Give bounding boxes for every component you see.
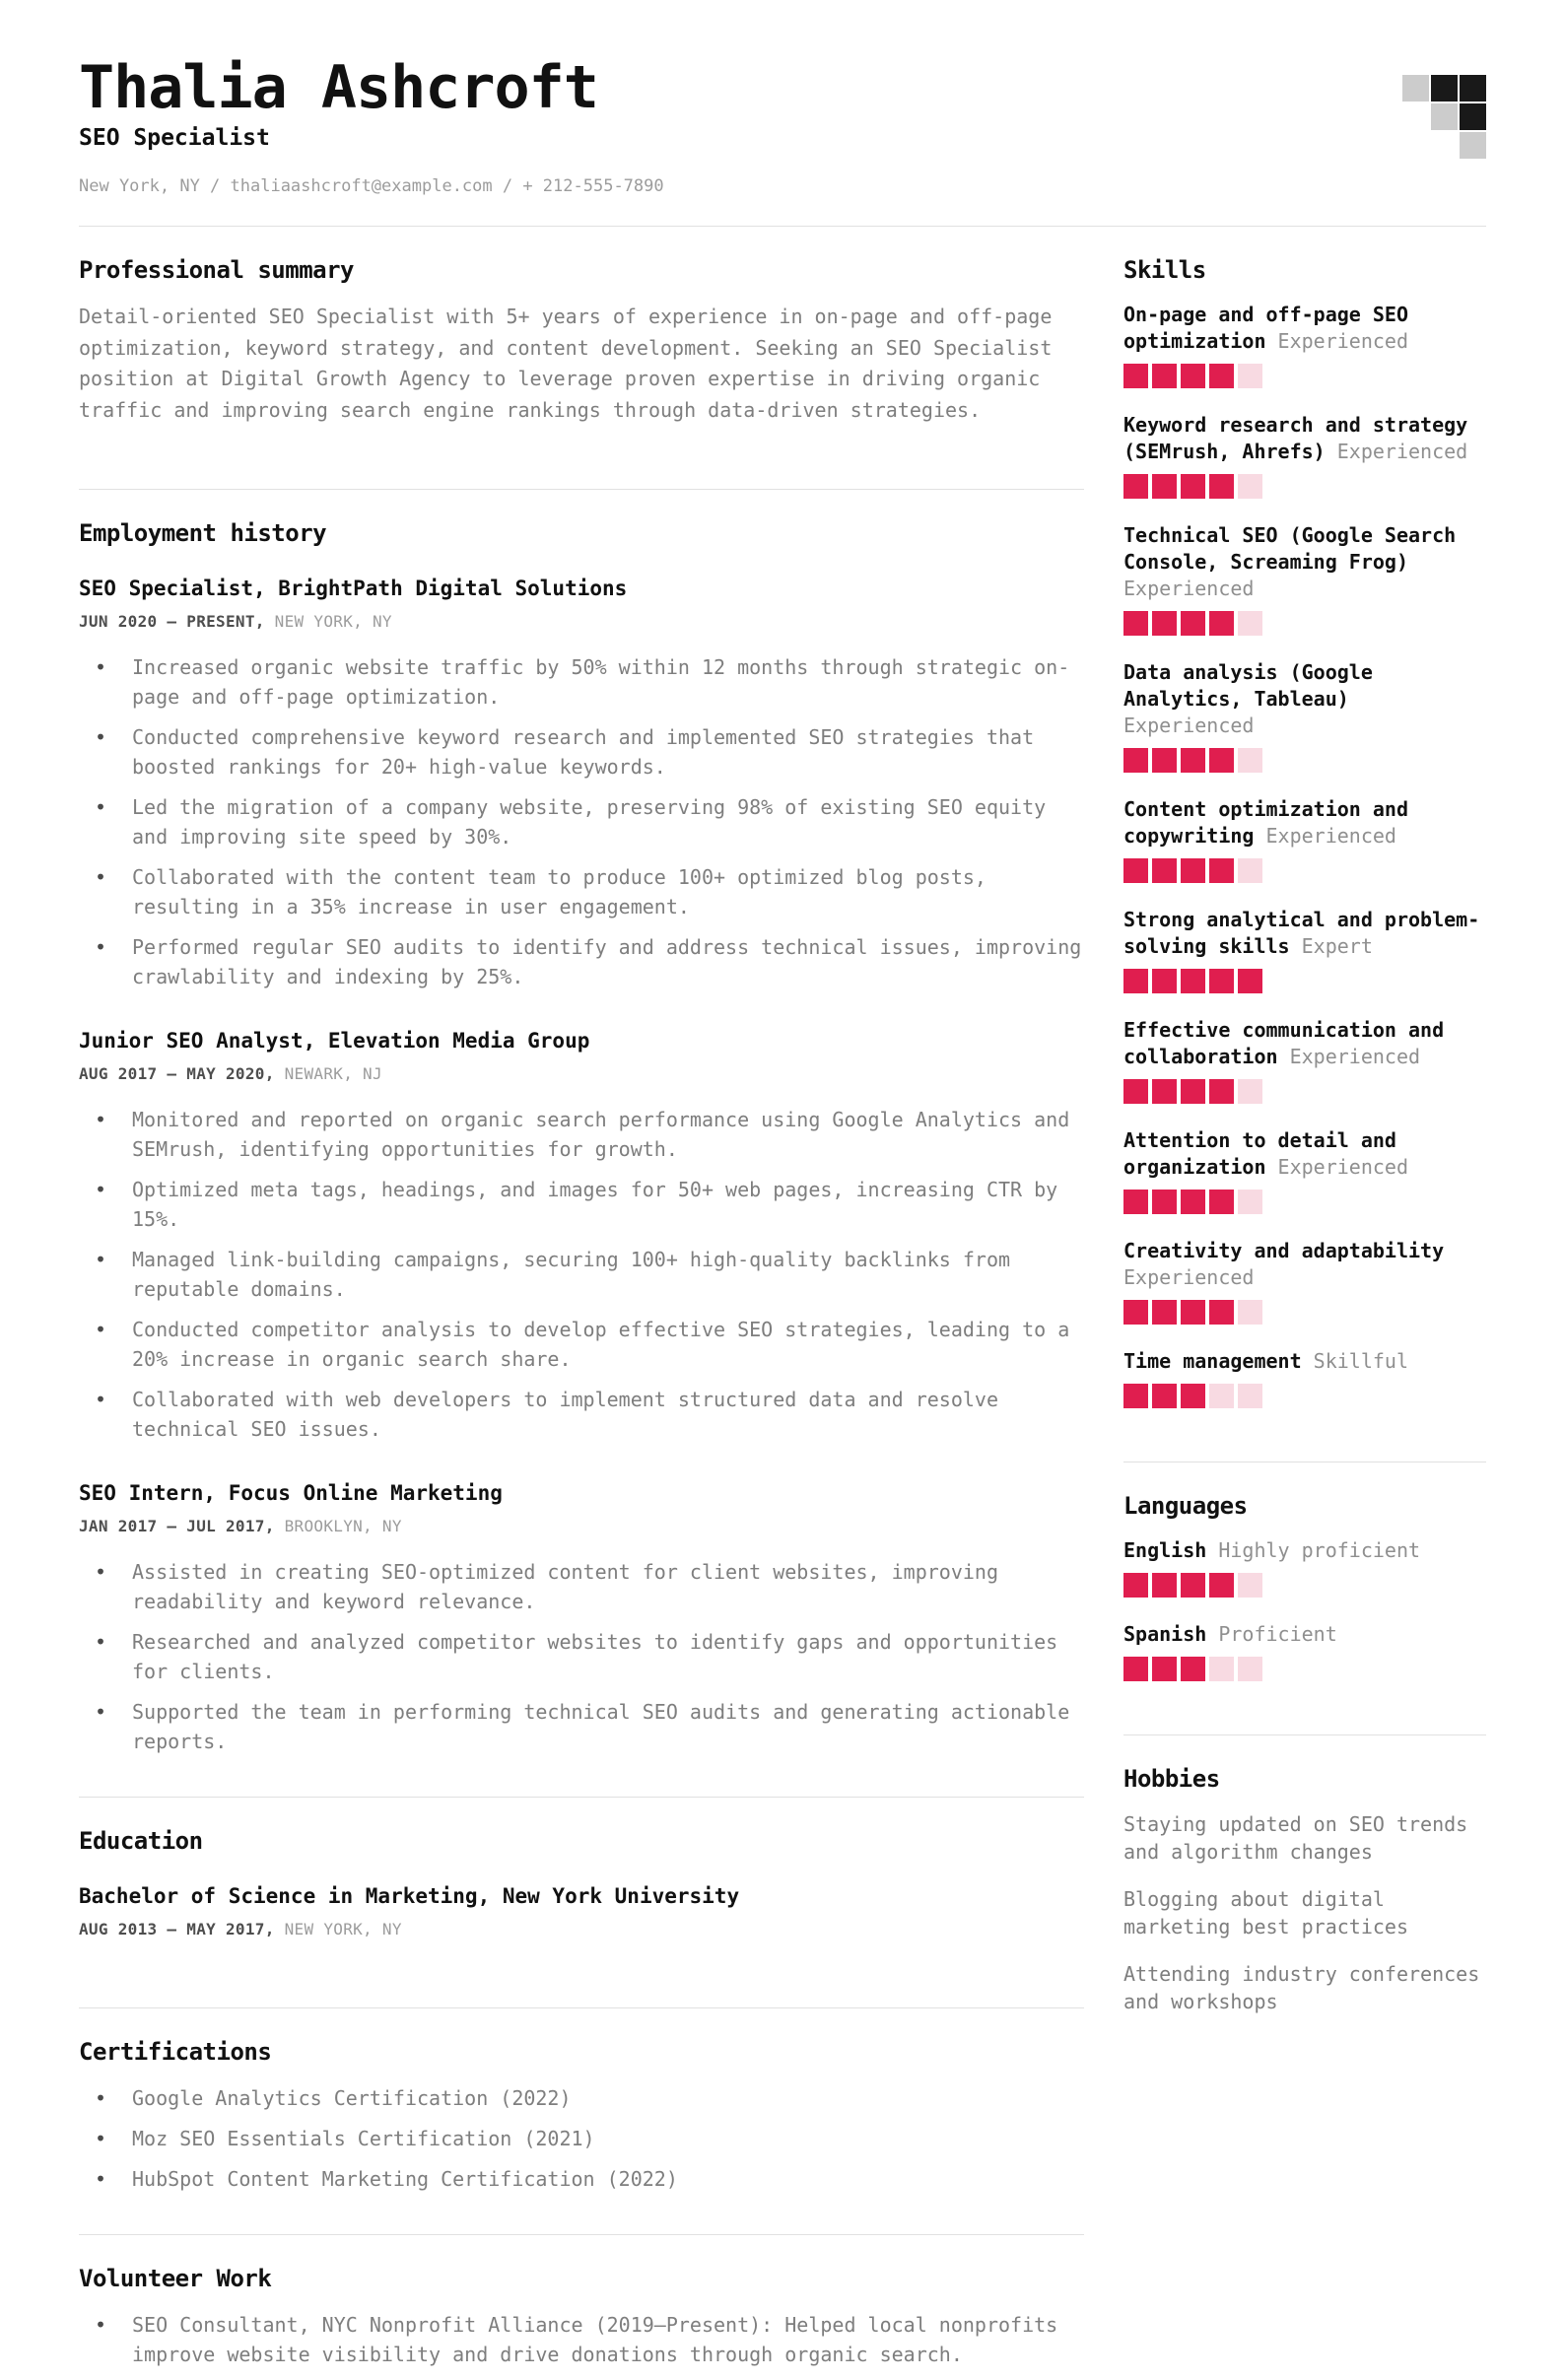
skill-item-rating-square [1238,858,1262,883]
language-item [1123,1537,1486,1598]
skill-item-rating-square [1209,969,1234,993]
volunteer-item: • SEO Consultant, NYC Nonprofit Alliance (2019–Present): Helped local nonprofits improve website visibility and drive donations through organic search. [79,2310,1084,2369]
skill-item-rating-square [1181,611,1205,636]
employment-heading: Employment history [79,519,327,548]
skill-item-rating-square [1152,748,1177,773]
skill-item-rating-square [1152,1384,1177,1408]
skill-item-name: Content optimization and copywriting [1123,797,1408,848]
job-bullet-list [79,1105,1084,1444]
job-bullet: • Collaborated with web developers to implement structured data and resolve technical SEO issues. [79,1385,1084,1444]
hobby-item: Staying updated on SEO trends and algorithm changes [1123,1812,1468,1864]
skill-item-rating-square [1152,1079,1177,1104]
logo-cell [1402,132,1429,159]
skill-item-rating-bar [1123,474,1486,499]
job-dates [79,612,1084,631]
skill-item-label [1123,1348,1486,1375]
job-date-range: AUG 2017 – MAY 2020, [79,1064,275,1084]
section-divider [79,489,1084,490]
job-dates [79,1064,1084,1083]
job-entry [79,577,1084,991]
skill-item-rating-square [1181,474,1205,499]
job-entry [79,1481,1084,1756]
logo-cell [1460,75,1486,102]
section-divider [79,2007,1084,2008]
job-bullet: • Collaborated with the content team to produce 100+ optimized blog posts, resulting in a 35% increase in user engagement. [79,862,1084,921]
skill-item [1123,522,1486,636]
skill-item-name: Time management [1123,1349,1302,1373]
skill-item-rating-bar [1123,1384,1486,1408]
content-columns [79,227,1486,2380]
skill-item-rating-bar [1123,1079,1486,1104]
hobbies-heading: Hobbies [1123,1765,1220,1793]
job-bullet: • Optimized meta tags, headings, and images for 50+ web pages, increasing CTR by 15%. [79,1175,1084,1234]
job-bullet: • Researched and analyzed competitor websites to identify gaps and opportunities for clients. [79,1627,1084,1686]
certification-item: • HubSpot Content Marketing Certification (2022) [79,2164,1084,2194]
skill-item [1123,1238,1486,1325]
language-item-rating-square [1209,1657,1234,1681]
skill-item-rating-square [1209,474,1234,499]
degree-title: Bachelor of Science in Marketing, New York University [79,1884,740,1909]
skill-item-name: On-page and off-page SEO optimization [1123,303,1408,353]
certification-item: • Moz SEO Essentials Certification (2021) [79,2124,1084,2153]
language-item-rating-square [1209,1573,1234,1598]
person-job-title: SEO Specialist [79,125,270,151]
job-bullet: • Managed link-building campaigns, securing 100+ high-quality backlinks from reputable domains. [79,1245,1084,1304]
skill-item-rating-bar [1123,1190,1486,1214]
logo-cell [1402,103,1429,130]
logo-cell [1431,103,1458,130]
checkerboard-logo-icon [1402,75,1486,159]
job-bullet: • Conducted competitor analysis to develop effective SEO strategies, leading to a 20% increase in organic search share. [79,1315,1084,1374]
language-item-rating-square [1152,1573,1177,1598]
skill-item-rating-square [1152,858,1177,883]
skill-item [1123,302,1486,388]
language-item-rating-square [1238,1573,1262,1598]
language-item-rating-square [1152,1657,1177,1681]
skill-item-label [1123,1017,1486,1070]
job-bullet: • Supported the team in performing technical SEO audits and generating actionable reports. [79,1697,1084,1756]
language-item-level: Highly proficient [1218,1538,1421,1562]
language-item-rating-square [1123,1573,1148,1598]
section-languages [1123,1432,1486,1681]
hobby-item: Blogging about digital marketing best practices [1123,1887,1408,1938]
skill-item-level: Experienced [1123,714,1255,737]
skill-item-rating-square [1123,1079,1148,1104]
section-certifications [79,1978,1084,2194]
hobby-item: Attending industry conferences and workshops [1123,1962,1480,2013]
skill-item [1123,659,1486,773]
job-location: NEWARK, NJ [284,1064,382,1084]
skill-item-rating-bar [1123,611,1486,636]
skill-item-rating-square [1238,1190,1262,1214]
skill-list [1123,302,1486,1408]
certifications-heading: Certifications [79,2038,272,2067]
skill-item-rating-square [1123,1384,1148,1408]
job-date-range: JAN 2017 – JUL 2017, [79,1517,275,1536]
job-bullet: • Monitored and reported on organic search performance using Google Analytics and SEMrush, identifying opportunities for growth. [79,1105,1084,1164]
skill-item-rating-square [1152,611,1177,636]
skill-item-rating-square [1123,1190,1148,1214]
skill-item-label [1123,796,1486,850]
job-title: SEO Intern, Focus Online Marketing [79,1481,503,1506]
summary-heading: Professional summary [79,256,354,284]
skill-item-name: Creativity and adaptability [1123,1239,1445,1262]
section-divider [79,1797,1084,1798]
contact-line: New York, NY / thaliaashcroft@example.com / + 212-555-7890 [79,176,664,196]
skill-item-rating-square [1152,364,1177,388]
job-bullet-list [79,1557,1084,1756]
skill-item-level: Experienced [1123,1265,1255,1289]
language-item-name: English [1123,1538,1207,1562]
logo-cell [1402,75,1429,102]
skill-item [1123,1348,1486,1408]
education-entry [79,1884,1084,1938]
skill-item-rating-square [1238,1079,1262,1104]
language-item-rating-square [1181,1657,1205,1681]
language-item-name: Spanish [1123,1622,1207,1646]
language-list [1123,1537,1486,1681]
skill-item-name: Data analysis (Google Analytics, Tableau) [1123,660,1373,711]
skill-item-level: Experienced [1277,1155,1408,1179]
skill-item-rating-square [1181,364,1205,388]
skill-item-rating-square [1238,969,1262,993]
summary-text: Detail-oriented SEO Specialist with 5+ years of experience in on-page and off-page optimization, keyword strategy, and content development. Seeking an SEO Specialist position at Digital Growth Agency to leverage proven expertise in driving organic traffic and improving search engine rankings through data-driven strategies. [79,305,1053,422]
skill-item-rating-square [1209,611,1234,636]
skill-item-name: Effective communication and collaboration [1123,1018,1445,1068]
language-item-rating-bar [1123,1657,1486,1681]
skill-item-label [1123,1127,1486,1181]
skill-item-label [1123,302,1486,355]
section-hobbies [1123,1705,1486,2015]
skill-item-rating-square [1238,1300,1262,1325]
job-entry [79,1029,1084,1444]
skill-item-label [1123,659,1486,739]
skill-item-label [1123,412,1486,465]
skill-item-level: Skillful [1313,1349,1408,1373]
language-item-label [1123,1537,1486,1564]
skill-item-name: Strong analytical and problem-solving skills [1123,908,1480,958]
skill-item-rating-square [1152,1190,1177,1214]
language-item-rating-square [1238,1657,1262,1681]
skill-item-rating-bar [1123,858,1486,883]
skill-item-label [1123,1238,1486,1291]
language-item-label [1123,1621,1486,1648]
section-education [79,1767,1084,1938]
section-divider [1123,1734,1486,1735]
skill-item-rating-square [1238,611,1262,636]
skill-item-rating-square [1152,1300,1177,1325]
languages-heading: Languages [1123,1492,1248,1520]
skill-item-level: Experienced [1289,1045,1421,1068]
skill-item-rating-square [1123,748,1148,773]
skills-heading: Skills [1123,256,1206,284]
skill-item-rating-square [1123,611,1148,636]
logo-cell [1431,132,1458,159]
skill-item [1123,1127,1486,1214]
language-item-level: Proficient [1218,1622,1337,1646]
skill-item-rating-square [1238,748,1262,773]
skill-item [1123,412,1486,499]
skill-item-rating-square [1123,364,1148,388]
skill-item-rating-square [1209,1384,1234,1408]
job-bullet: • Performed regular SEO audits to identify and address technical issues, improving crawlability and indexing by 25%. [79,932,1084,991]
skill-item [1123,796,1486,883]
skill-item-rating-square [1123,969,1148,993]
skill-item-rating-square [1209,1300,1234,1325]
skill-item-rating-square [1209,364,1234,388]
section-divider [79,2234,1084,2235]
skill-item-label [1123,907,1486,960]
skill-item-rating-bar [1123,748,1486,773]
skill-item-rating-square [1209,1079,1234,1104]
language-item [1123,1621,1486,1681]
job-bullet: • Assisted in creating SEO-optimized content for client websites, improving readability and keyword relevance. [79,1557,1084,1616]
sidebar-column [1123,227,1486,2380]
skill-item-rating-square [1123,474,1148,499]
job-title: Junior SEO Analyst, Elevation Media Group [79,1029,590,1054]
skill-item-rating-square [1181,1079,1205,1104]
skill-item-rating-square [1123,1300,1148,1325]
section-employment [79,459,1084,1756]
job-bullet: • Led the migration of a company website, preserving 98% of existing SEO equity and improving site speed by 30%. [79,792,1084,851]
skill-item-rating-square [1238,364,1262,388]
skill-item-rating-square [1123,858,1148,883]
job-date-range: JUN 2020 – PRESENT, [79,612,265,632]
logo-cell [1460,132,1486,159]
volunteer-list [79,2310,1084,2369]
skill-item-level: Expert [1301,934,1373,958]
job-list [79,577,1084,1756]
skill-item-name: Attention to detail and organization [1123,1128,1396,1179]
skill-item-rating-bar [1123,969,1486,993]
job-bullet: • Increased organic website traffic by 50% within 12 months through strategic on-page and off-page optimization. [79,652,1084,712]
certification-item: • Google Analytics Certification (2022) [79,2083,1084,2113]
language-item-rating-square [1181,1573,1205,1598]
education-date-range: AUG 2013 – MAY 2017, [79,1920,275,1939]
logo-cell [1431,75,1458,102]
skill-item-rating-square [1209,858,1234,883]
job-bullet-list [79,652,1084,991]
header [79,53,1486,196]
skill-item-rating-square [1181,858,1205,883]
skill-item-rating-square [1181,1300,1205,1325]
job-location: NEW YORK, NY [274,612,392,632]
skill-item [1123,1017,1486,1104]
job-title: SEO Specialist, BrightPath Digital Solutions [79,577,628,601]
section-summary [79,227,1084,426]
volunteer-heading: Volunteer Work [79,2265,272,2293]
language-item-rating-square [1123,1657,1148,1681]
section-volunteer [79,2205,1084,2369]
job-location: BROOKLYN, NY [284,1517,402,1536]
skill-item-rating-square [1238,1384,1262,1408]
skill-item-rating-square [1152,969,1177,993]
main-column [79,227,1084,2380]
skill-item-name: Technical SEO (Google Search Console, Screaming Frog) [1123,523,1457,574]
skill-item-label [1123,522,1486,602]
skill-item-name: Keyword research and strategy (SEMrush, Ahrefs) [1123,413,1468,463]
skill-item-rating-square [1238,474,1262,499]
skill-item-rating-square [1181,969,1205,993]
job-dates [79,1517,1084,1535]
skill-item-rating-square [1181,748,1205,773]
skill-item-level: Experienced [1123,577,1255,600]
skill-item-rating-bar [1123,364,1486,388]
education-dates [79,1920,1084,1938]
skill-item-rating-bar [1123,1300,1486,1325]
skill-item-level: Experienced [1336,440,1468,463]
certification-list [79,2083,1084,2194]
section-skills [1123,227,1486,1408]
person-name: Thalia Ashcroft [79,53,598,122]
skill-item-rating-square [1209,1190,1234,1214]
hobby-list [1123,1810,1486,2015]
skill-item-level: Experienced [1265,824,1396,848]
logo-cell [1460,103,1486,130]
skill-item [1123,907,1486,993]
skill-item-rating-square [1181,1190,1205,1214]
skill-item-rating-square [1152,474,1177,499]
education-heading: Education [79,1827,203,1856]
job-bullet: • Conducted comprehensive keyword research and implemented SEO strategies that boosted rankings for 20+ high-value keywords. [79,722,1084,782]
education-location: NEW YORK, NY [284,1920,402,1939]
language-item-rating-bar [1123,1573,1486,1598]
skill-item-level: Experienced [1277,329,1408,353]
skill-item-rating-square [1181,1384,1205,1408]
skill-item-rating-square [1209,748,1234,773]
